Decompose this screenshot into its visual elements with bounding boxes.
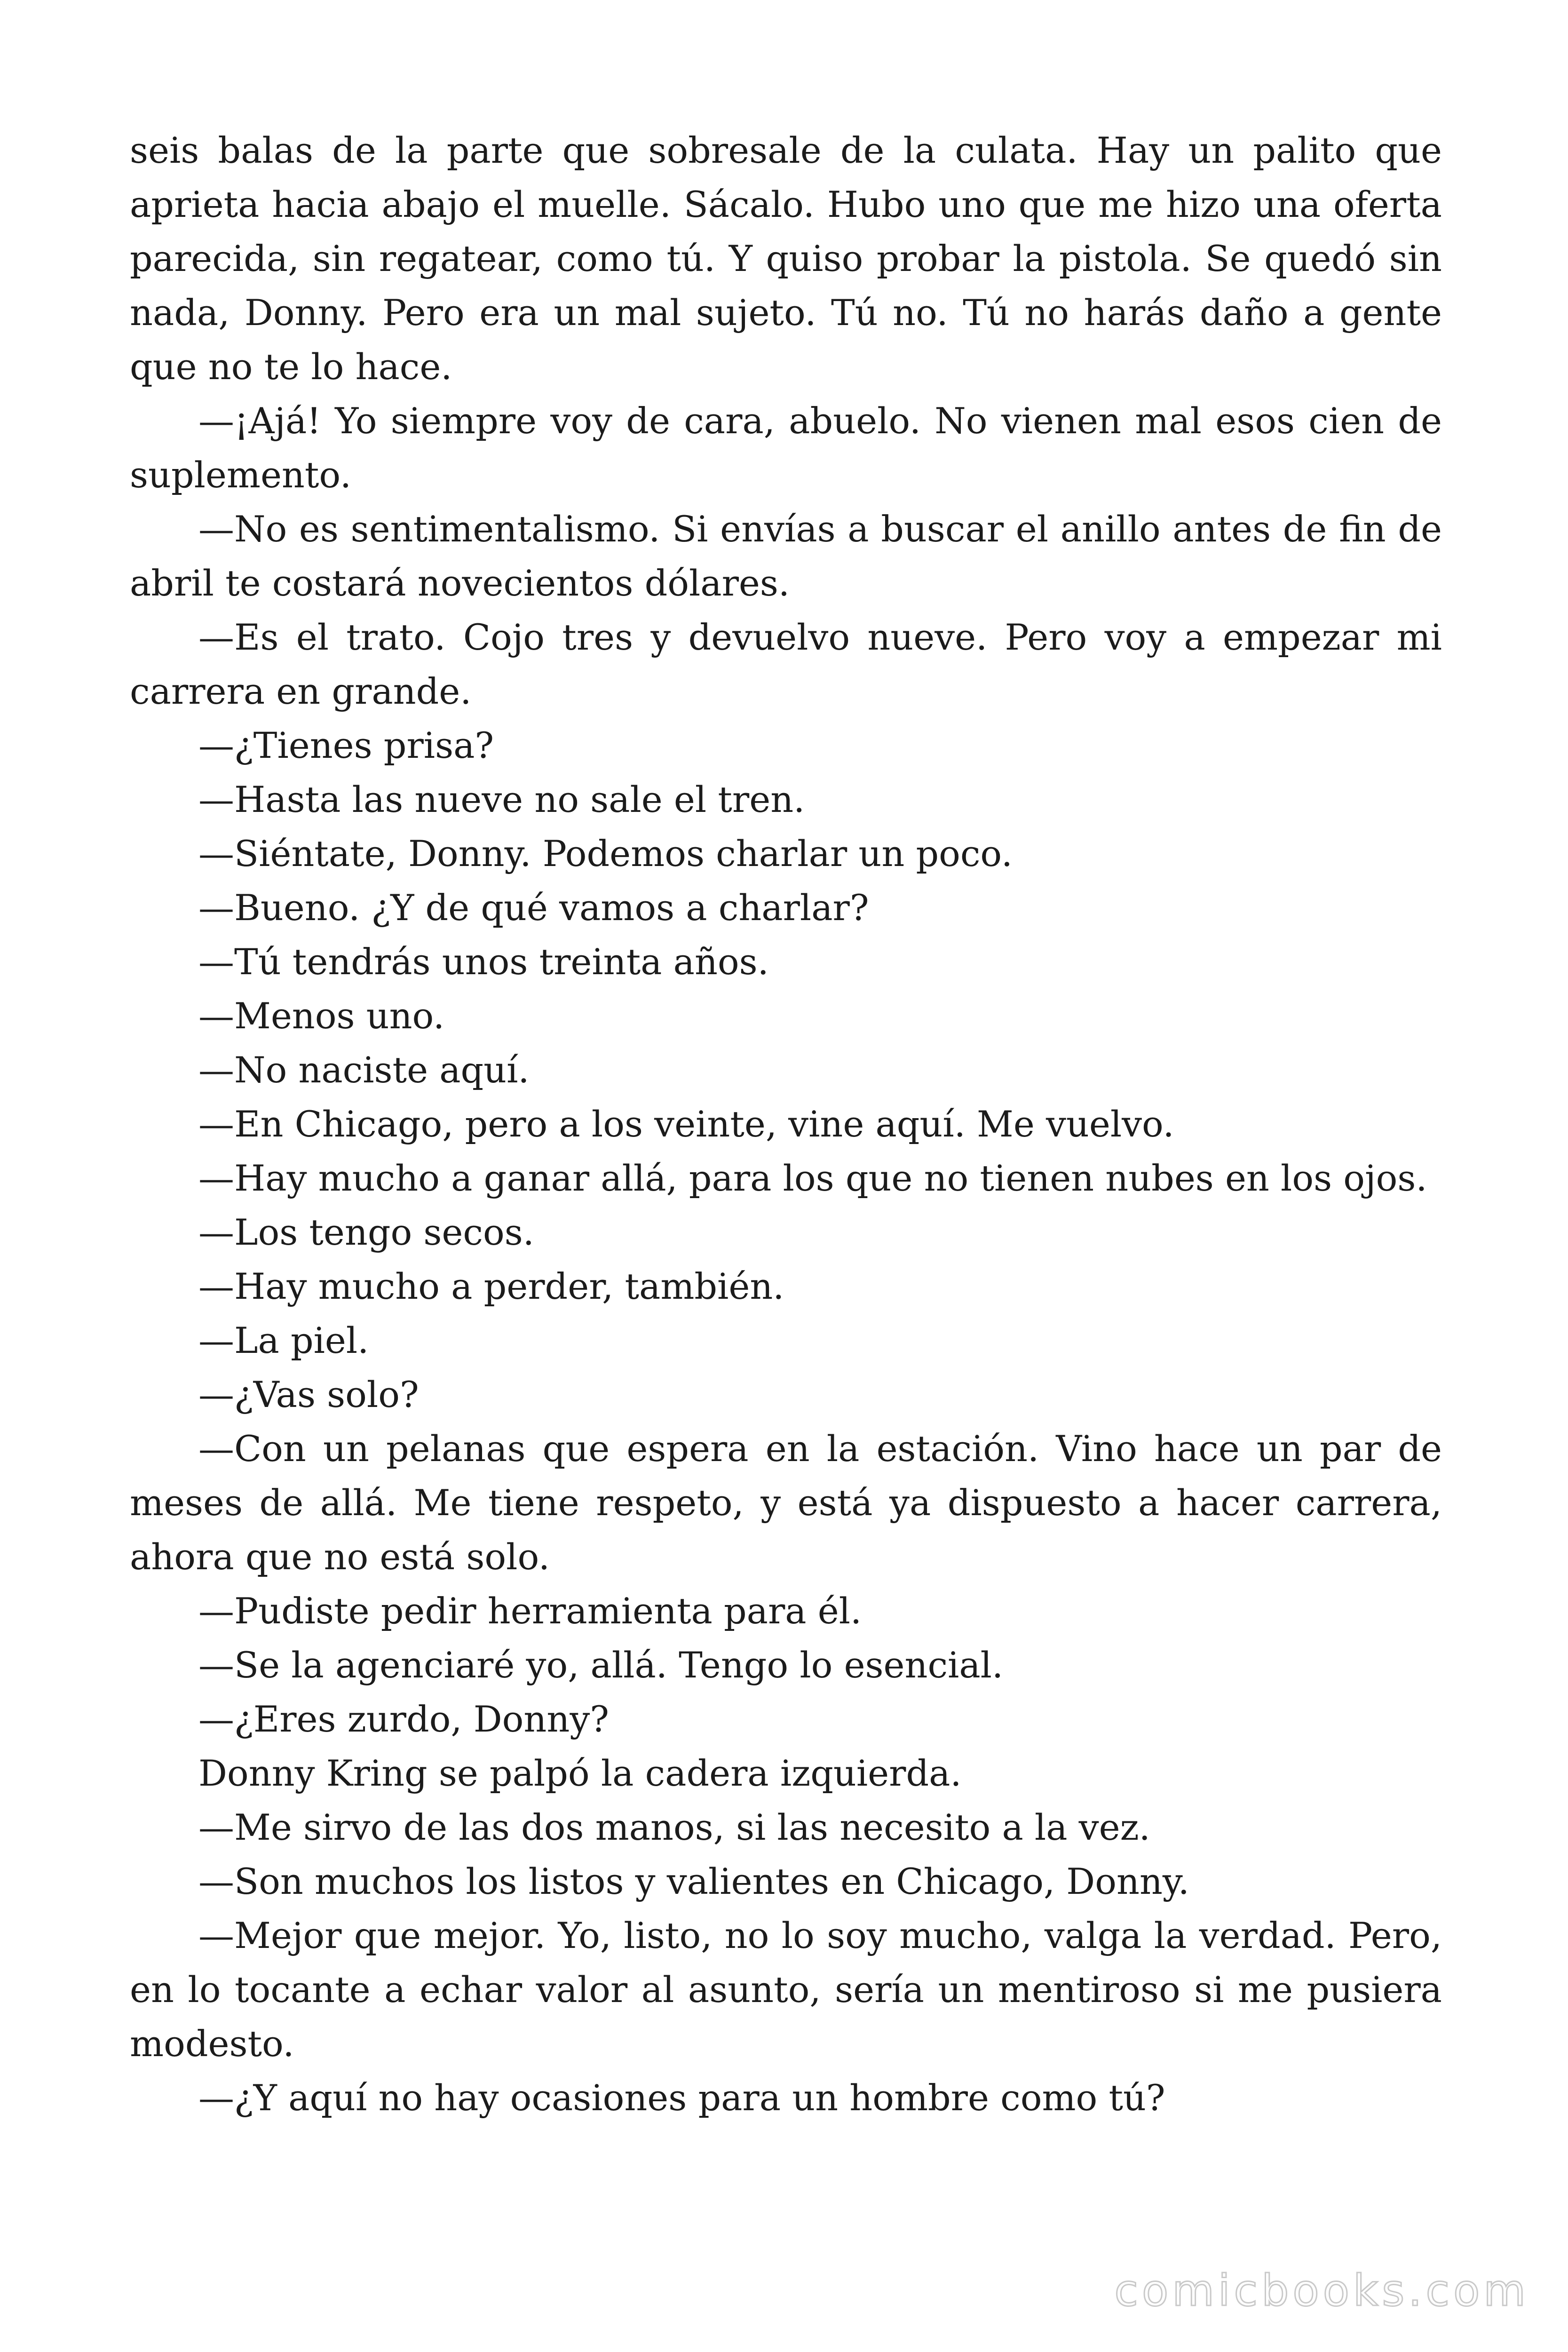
paragraph: —¿Y aquí no hay ocasiones para un hombre como tú?: [198, 2077, 1165, 2119]
paragraph: —Hay mucho a perder, también.: [198, 1265, 784, 1307]
paragraph: Donny Kring se palpó la cadera izquierda.: [198, 1752, 962, 1794]
book-page-body: [130, 123, 1442, 2125]
watermark: comicbooks.com: [1114, 2265, 1529, 2316]
paragraph: seis balas de la parte que sobresale de la culata. Hay un palito que aprieta hacia abajo el muelle. Sácalo. Hubo uno que me hizo una oferta parecida, sin regatear, como tú. Y quiso probar la pistola. Se quedó sin nada, Donny. Pero era un mal sujeto. Tú no. Tú no harás daño a gente que no te lo hace.: [130, 129, 1442, 388]
paragraph: —Tú tendrás unos treinta años.: [198, 941, 769, 983]
paragraph: —Son muchos los listos y valientes en Chicago, Donny.: [198, 1860, 1189, 1902]
paragraph: —¿Eres zurdo, Donny?: [198, 1698, 609, 1740]
paragraph: —Bueno. ¿Y de qué vamos a charlar?: [198, 887, 869, 929]
paragraph: —En Chicago, pero a los veinte, vine aquí. Me vuelvo.: [198, 1103, 1174, 1145]
paragraph: —No es sentimentalismo. Si envías a buscar el anillo antes de fin de abril te costará novecientos dólares.: [130, 508, 1442, 604]
paragraph: —¿Vas solo?: [198, 1374, 419, 1415]
paragraph: —¡Ajá! Yo siempre voy de cara, abuelo. No vienen mal esos cien de suplemento.: [130, 400, 1442, 496]
paragraph: —Me sirvo de las dos manos, si las necesito a la vez.: [198, 1806, 1150, 1848]
paragraph: —Los tengo secos.: [198, 1211, 534, 1253]
paragraph: —Hay mucho a ganar allá, para los que no tienen nubes en los ojos.: [198, 1157, 1427, 1199]
paragraph: —Mejor que mejor. Yo, listo, no lo soy mucho, valga la verdad. Pero, en lo tocante a echar valor al asunto, sería un mentiroso si me pusiera modesto.: [130, 1915, 1442, 2065]
paragraph: —No naciste aquí.: [198, 1049, 530, 1091]
paragraph: —Hasta las nueve no sale el tren.: [198, 779, 805, 820]
paragraph: —La piel.: [198, 1319, 369, 1361]
paragraph: —¿Tienes prisa?: [198, 724, 494, 766]
paragraph: —Siéntate, Donny. Podemos charlar un poco.: [198, 833, 1013, 874]
paragraph: —Menos uno.: [198, 995, 445, 1037]
paragraph: —Es el trato. Cojo tres y devuelvo nueve. Pero voy a empezar mi carrera en grande.: [130, 616, 1442, 712]
paragraph: —Se la agenciaré yo, allá. Tengo lo esencial.: [198, 1644, 1004, 1686]
paragraph: —Pudiste pedir herramienta para él.: [198, 1590, 862, 1632]
paragraph: —Con un pelanas que espera en la estación. Vino hace un par de meses de allá. Me tiene respeto, y está ya dispuesto a hacer carrera, ahora que no está solo.: [130, 1428, 1442, 1578]
